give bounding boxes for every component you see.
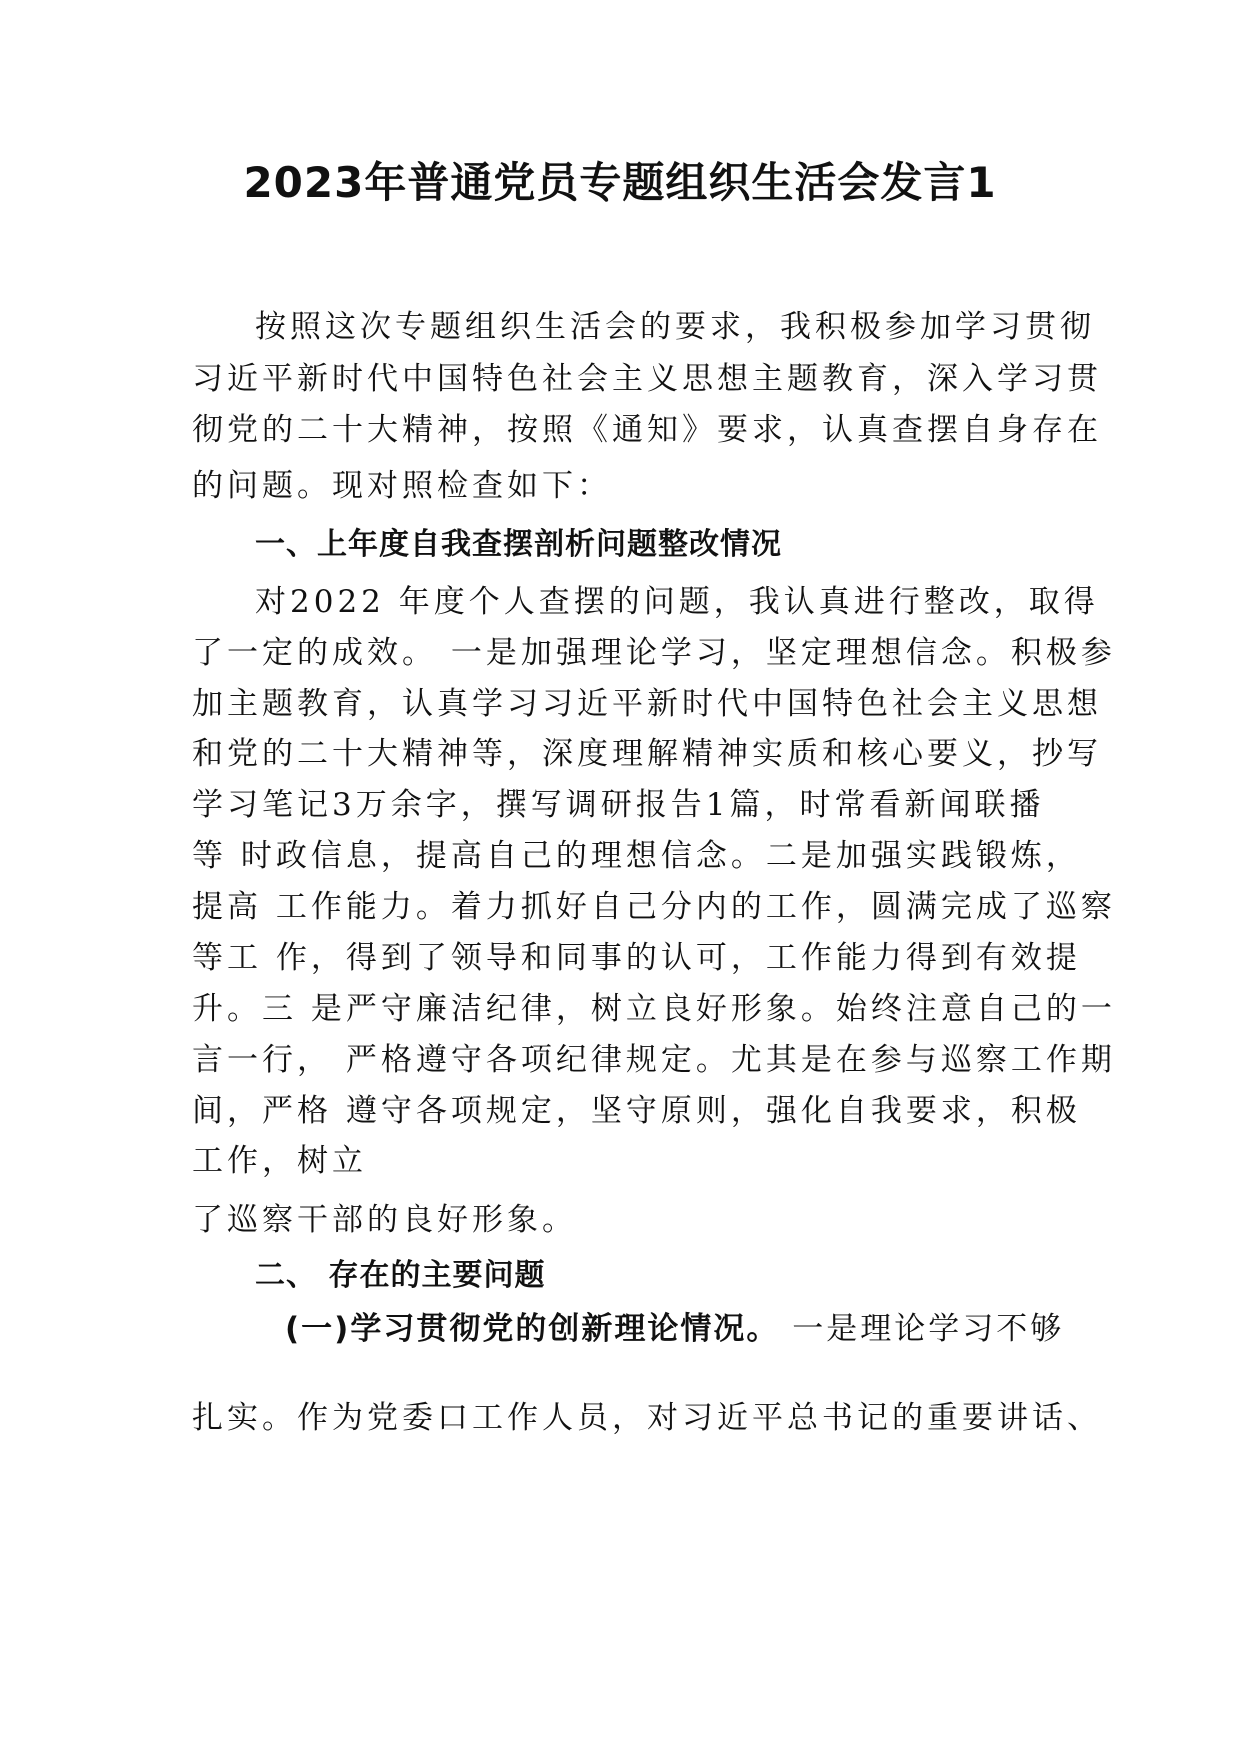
section1-line-2: 了一定的成效。 一是加强理论学习，坚定理想信念。积极参: [192, 635, 1116, 671]
subsection-line-2: 扎实。作为党委口工作人员，对习近平总书记的重要讲话、: [192, 1400, 1102, 1436]
intro-line-1: 按照这次专题组织生活会的要求，我积极参加学习贯彻: [255, 309, 1095, 345]
subsection-heading-1: (一)学习贯彻党的创新理论情况。: [285, 1311, 780, 1347]
section1-line-10: 言一行， 严格遵守各项纪律规定。尤其是在参与巡察工作期: [192, 1042, 1116, 1078]
section1-line-6: 等 时政信息，提高自己的理想信念。二是加强实践锻炼，: [192, 838, 1081, 874]
section1-line-13: 了巡察干部的良好形象。: [192, 1202, 577, 1238]
section1-line-7: 提高 工作能力。着力抓好自己分内的工作，圆满完成了巡察: [192, 889, 1116, 925]
intro-line-3: 彻党的二十大精神，按照《通知》要求，认真查摆自身存在: [192, 412, 1102, 448]
section1-line-3: 加主题教育，认真学习习近平新时代中国特色社会主义思想: [192, 686, 1102, 722]
section1-line-9: 升。三 是严守廉洁纪律，树立良好形象。始终注意自己的一: [192, 991, 1116, 1027]
section1-line-1: 对2022 年度个人查摆的问题，我认真进行整改，取得: [255, 584, 1099, 620]
section-heading-2: 二、 存在的主要问题: [255, 1258, 546, 1293]
document-title: 2023年普通党员专题组织生活会发言1: [243, 158, 997, 207]
section-heading-1: 一、上年度自我查摆剖析问题整改情况: [255, 527, 782, 562]
section1-line-11: 间，严格 遵守各项规定，坚守原则，强化自我要求，积极: [192, 1093, 1081, 1129]
section1-line-8: 等工 作，得到了领导和同事的认可，工作能力得到有效提: [192, 940, 1081, 976]
section1-line-4: 和党的二十大精神等，深度理解精神实质和核心要义，抄写: [192, 736, 1102, 772]
subsection-text-1: 一是理论学习不够: [779, 1311, 1065, 1347]
subsection-line-1: [285, 1309, 1064, 1349]
intro-line-2: 习近平新时代中国特色社会主义思想主题教育，深入学习贯: [192, 361, 1102, 397]
section1-line-12: 工作，树立: [192, 1143, 367, 1179]
section1-line-5: 学习笔记3万余字，撰写调研报告1篇，时常看新闻联播: [192, 787, 1045, 823]
intro-line-4: 的问题。现对照检查如下：: [192, 468, 612, 504]
